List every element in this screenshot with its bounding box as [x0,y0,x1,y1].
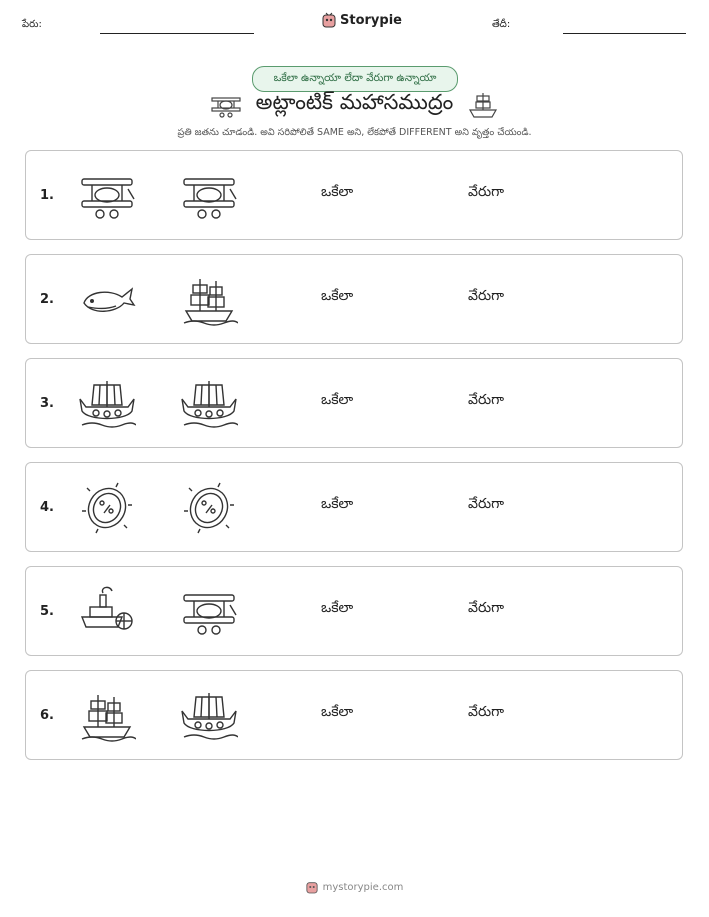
question-number: 2. [40,292,54,307]
different-option[interactable]: వేరుగా [468,496,504,512]
question-row [25,358,683,448]
different-option[interactable]: వేరుగా [468,392,504,408]
biplane-icon [210,90,242,120]
same-option[interactable]: ఒకేలా [321,392,354,408]
page-title: అట్లాంటిక్ మహాసముద్రం [255,90,454,114]
brand-name: Storypie [340,12,402,28]
biplane-icon [180,585,238,639]
different-option[interactable]: వేరుగా [468,600,504,616]
different-option[interactable]: వేరుగా [468,184,504,200]
question-row [25,670,683,760]
microbe-icon [180,481,238,535]
microbe-icon [78,481,136,535]
same-option[interactable]: ఒకేలా [321,704,354,720]
storypie-mascot-icon [306,880,318,894]
viking-ship-icon [180,377,238,431]
same-option[interactable]: ఒకేలా [321,288,354,304]
instructions: ప్రతి జతను చూడండి. అవి సరిపోలితే SAME అని, లేకపోతే DIFFERENT అని వృత్తం చేయండి. [177,127,532,138]
question-row [25,254,683,344]
question-row [25,566,683,656]
same-option[interactable]: ఒకేలా [321,496,354,512]
date-label: తేదీ: [492,19,511,30]
question-row [25,150,683,240]
title-row [0,90,709,120]
question-number: 6. [40,708,54,723]
storypie-mascot-icon [322,12,336,28]
biplane-icon [78,169,136,223]
viking-ship-icon [180,689,238,743]
footer-site: mystorypie.com [322,881,404,893]
date-line[interactable] [563,33,686,34]
question-number: 1. [40,188,54,203]
same-option[interactable]: ఒకేలా [321,184,354,200]
galleon-ship-icon [180,273,238,327]
galleon-ship-icon [467,90,499,120]
question-number: 5. [40,604,54,619]
worksheet-tag: ఒకేలా ఉన్నాయా లేదా వేరుగా ఉన్నాయా [252,66,458,92]
name-label: పేరు: [22,19,42,30]
storypie-logo [322,12,402,28]
footer [0,880,709,894]
question-number: 4. [40,500,54,515]
galleon-ship-icon [78,689,136,743]
biplane-icon [180,169,238,223]
steamboat-icon [78,585,136,639]
same-option[interactable]: ఒకేలా [321,600,354,616]
whale-icon [78,273,136,327]
viking-ship-icon [78,377,136,431]
question-number: 3. [40,396,54,411]
different-option[interactable]: వేరుగా [468,704,504,720]
question-row [25,462,683,552]
different-option[interactable]: వేరుగా [468,288,504,304]
name-line[interactable] [100,33,254,34]
